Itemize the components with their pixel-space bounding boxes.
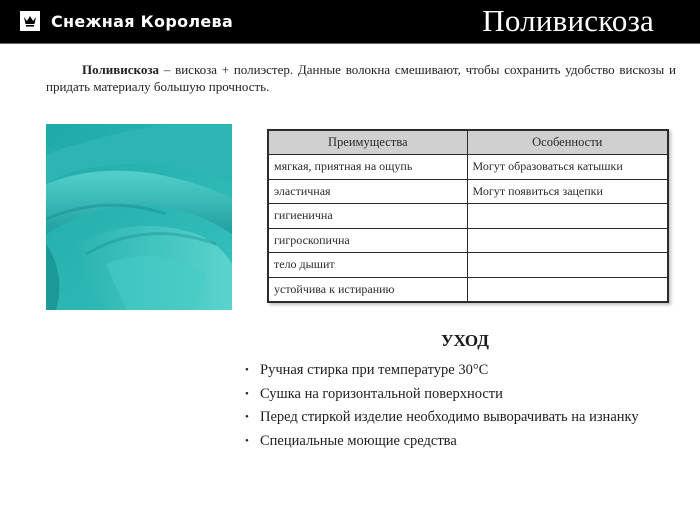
table-cell: устойчива к истиранию [268, 277, 467, 302]
brand-logo[interactable] [20, 11, 233, 31]
list-item [245, 430, 639, 454]
table-cell [467, 228, 668, 253]
table-row [268, 277, 668, 302]
crown-icon [20, 11, 40, 31]
care-list [245, 359, 639, 453]
table-cell: Могут образоваться катышки [467, 155, 668, 180]
table-cell: эластичная [268, 179, 467, 204]
intro-paragraph [46, 61, 676, 95]
list-item [245, 383, 639, 407]
brand-name: Снежная Королева [51, 11, 234, 31]
table-row [268, 155, 668, 180]
table-cell [467, 204, 668, 229]
fabric-photo [46, 124, 232, 310]
table-header-row [268, 130, 668, 155]
care-item-text: Перед стиркой изделие необходимо выворачивать на изнанку [260, 409, 639, 425]
table-row [268, 253, 668, 278]
care-item-text: Специальные моющие средства [260, 432, 457, 449]
column-header-features: Особенности [467, 130, 668, 155]
care-item-text: Ручная стирка при температуре 30°C [260, 362, 489, 378]
table-row [268, 228, 668, 253]
properties-table [267, 129, 669, 303]
bullet-icon: • [245, 364, 249, 376]
table-cell [467, 277, 668, 302]
column-header-advantages: Преимущества [268, 130, 467, 155]
table-cell: тело дышит [268, 253, 467, 278]
table-cell [467, 253, 668, 278]
page-title: Поливискоза [482, 3, 654, 38]
bullet-icon: • [245, 411, 249, 423]
table-cell: гигиенична [268, 204, 467, 229]
bullet-icon: • [245, 434, 249, 447]
care-heading: УХОД [441, 331, 489, 350]
table-cell: мягкая, приятная на ощупь [268, 155, 467, 180]
table-row [268, 204, 668, 229]
table-cell: гигроскопична [268, 228, 467, 253]
list-item [245, 406, 639, 430]
table-cell: Могут появиться зацепки [467, 179, 668, 204]
list-item [245, 359, 639, 383]
care-item-text: Сушка на горизонтальной поверхности [260, 385, 503, 402]
header-bar [0, 0, 700, 44]
bullet-icon: • [245, 387, 249, 400]
intro-term: Поливискоза [82, 62, 160, 77]
intro-text: – вискоза + полиэстер. Данные волокна смешивают, чтобы сохранить удобство вискозы и придать материалу большую прочность. [46, 62, 676, 94]
table-row [268, 179, 668, 204]
